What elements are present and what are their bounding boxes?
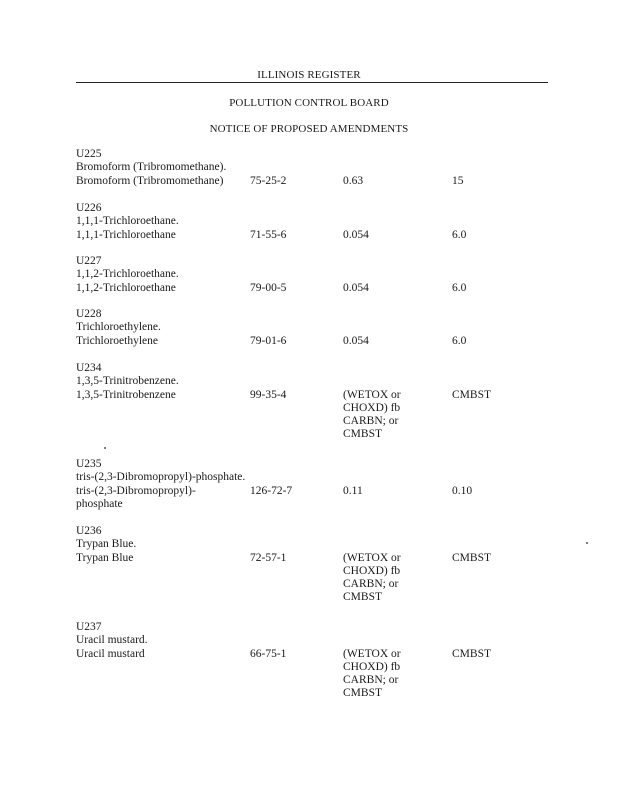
waste-description: Trichloroethylene. [76, 321, 161, 334]
wastewater-standard: 0.11 [343, 484, 363, 497]
nonwastewater-standard: CMBST [452, 551, 491, 564]
cas-number: 79-00-5 [250, 281, 287, 294]
waste-code: U228 [76, 308, 102, 320]
constituent-name: tris-(2,3-Dibromopropyl)- [76, 484, 196, 497]
wastewater-standard: CMBST [343, 687, 382, 700]
wastewater-standard: CMBST [343, 591, 382, 604]
waste-code: U234 [76, 362, 102, 374]
waste-entry [76, 362, 548, 442]
waste-code: U236 [76, 525, 102, 537]
waste-code: U227 [76, 255, 102, 267]
waste-description: 1,1,2-Trichloroethane. [76, 268, 179, 281]
waste-code: U226 [76, 202, 102, 214]
notice-title: NOTICE OF PROPOSED AMENDMENTS [209, 123, 409, 135]
nonwastewater-standard: CMBST [452, 388, 491, 401]
nonwastewater-standard: 6.0 [452, 228, 467, 241]
wastewater-standard: CHOXD) fb [343, 660, 401, 673]
cas-number: 126-72-7 [250, 484, 293, 497]
header-rule [76, 82, 548, 83]
cas-number: 71-55-6 [250, 228, 287, 241]
constituent-name: Bromoform (Tribromomethane) [76, 174, 224, 187]
waste-code: U235 [76, 458, 102, 470]
wastewater-standard: CARBN; or [343, 578, 399, 591]
wastewater-standard: 0.054 [343, 281, 369, 294]
cas-number: 99-35-4 [250, 388, 287, 401]
waste-description: Bromoform (Tribromomethane). [76, 161, 227, 174]
nonwastewater-standard: CMBST [452, 647, 491, 660]
waste-description: 1,3,5-Trinitrobenzene. [76, 375, 179, 388]
scan-speck [104, 447, 106, 449]
wastewater-standard: CMBST [343, 428, 382, 441]
wastewater-standard: 0.054 [343, 228, 369, 241]
constituent-name: 1,3,5-Trinitrobenzene [76, 388, 176, 401]
waste-description: Uracil mustard. [76, 634, 148, 647]
wastewater-standard: 0.054 [343, 334, 369, 347]
waste-description: Trypan Blue. [76, 538, 137, 551]
waste-entry [76, 458, 548, 511]
waste-code: U225 [76, 148, 102, 160]
waste-description: tris-(2,3-Dibromopropyl)-phosphate. [76, 471, 246, 484]
cas-number: 75-25-2 [250, 174, 287, 187]
constituent-name: 1,1,2-Trichloroethane [76, 281, 176, 294]
cas-number: 66-75-1 [250, 647, 287, 660]
wastewater-standard: (WETOX or [343, 388, 401, 401]
constituent-name: 1,1,1-Trichloroethane [76, 228, 176, 241]
waste-entry [76, 148, 548, 188]
constituent-name: Trichloroethylene [76, 334, 158, 347]
wastewater-standard: CARBN; or [343, 415, 399, 428]
nonwastewater-standard: 15 [452, 174, 464, 187]
register-title: ILLINOIS REGISTER [257, 69, 361, 81]
wastewater-standard: CHOXD) fb [343, 564, 401, 577]
cas-number: 72-57-1 [250, 551, 287, 564]
nonwastewater-standard: 6.0 [452, 281, 467, 294]
wastewater-standard: (WETOX or [343, 551, 401, 564]
wastewater-standard: CHOXD) fb [343, 401, 401, 414]
constituent-name: Trypan Blue [76, 551, 134, 564]
constituent-name: Uracil mustard [76, 647, 145, 660]
waste-entry [76, 308, 548, 348]
waste-description: 1,1,1-Trichloroethane. [76, 215, 179, 228]
scan-speck [586, 542, 588, 544]
nonwastewater-standard: 0.10 [452, 484, 473, 497]
agency-title: POLLUTION CONTROL BOARD [229, 97, 389, 109]
waste-entry [76, 255, 548, 295]
wastewater-standard: (WETOX or [343, 647, 401, 660]
nonwastewater-standard: 6.0 [452, 334, 467, 347]
wastewater-standard: 0.63 [343, 174, 364, 187]
cas-number: 79-01-6 [250, 334, 287, 347]
waste-entry [76, 525, 548, 605]
waste-entry [76, 202, 548, 242]
constituent-name: phosphate [76, 497, 123, 510]
waste-entry [76, 621, 548, 701]
wastewater-standard: CARBN; or [343, 674, 399, 687]
waste-code: U237 [76, 621, 102, 633]
